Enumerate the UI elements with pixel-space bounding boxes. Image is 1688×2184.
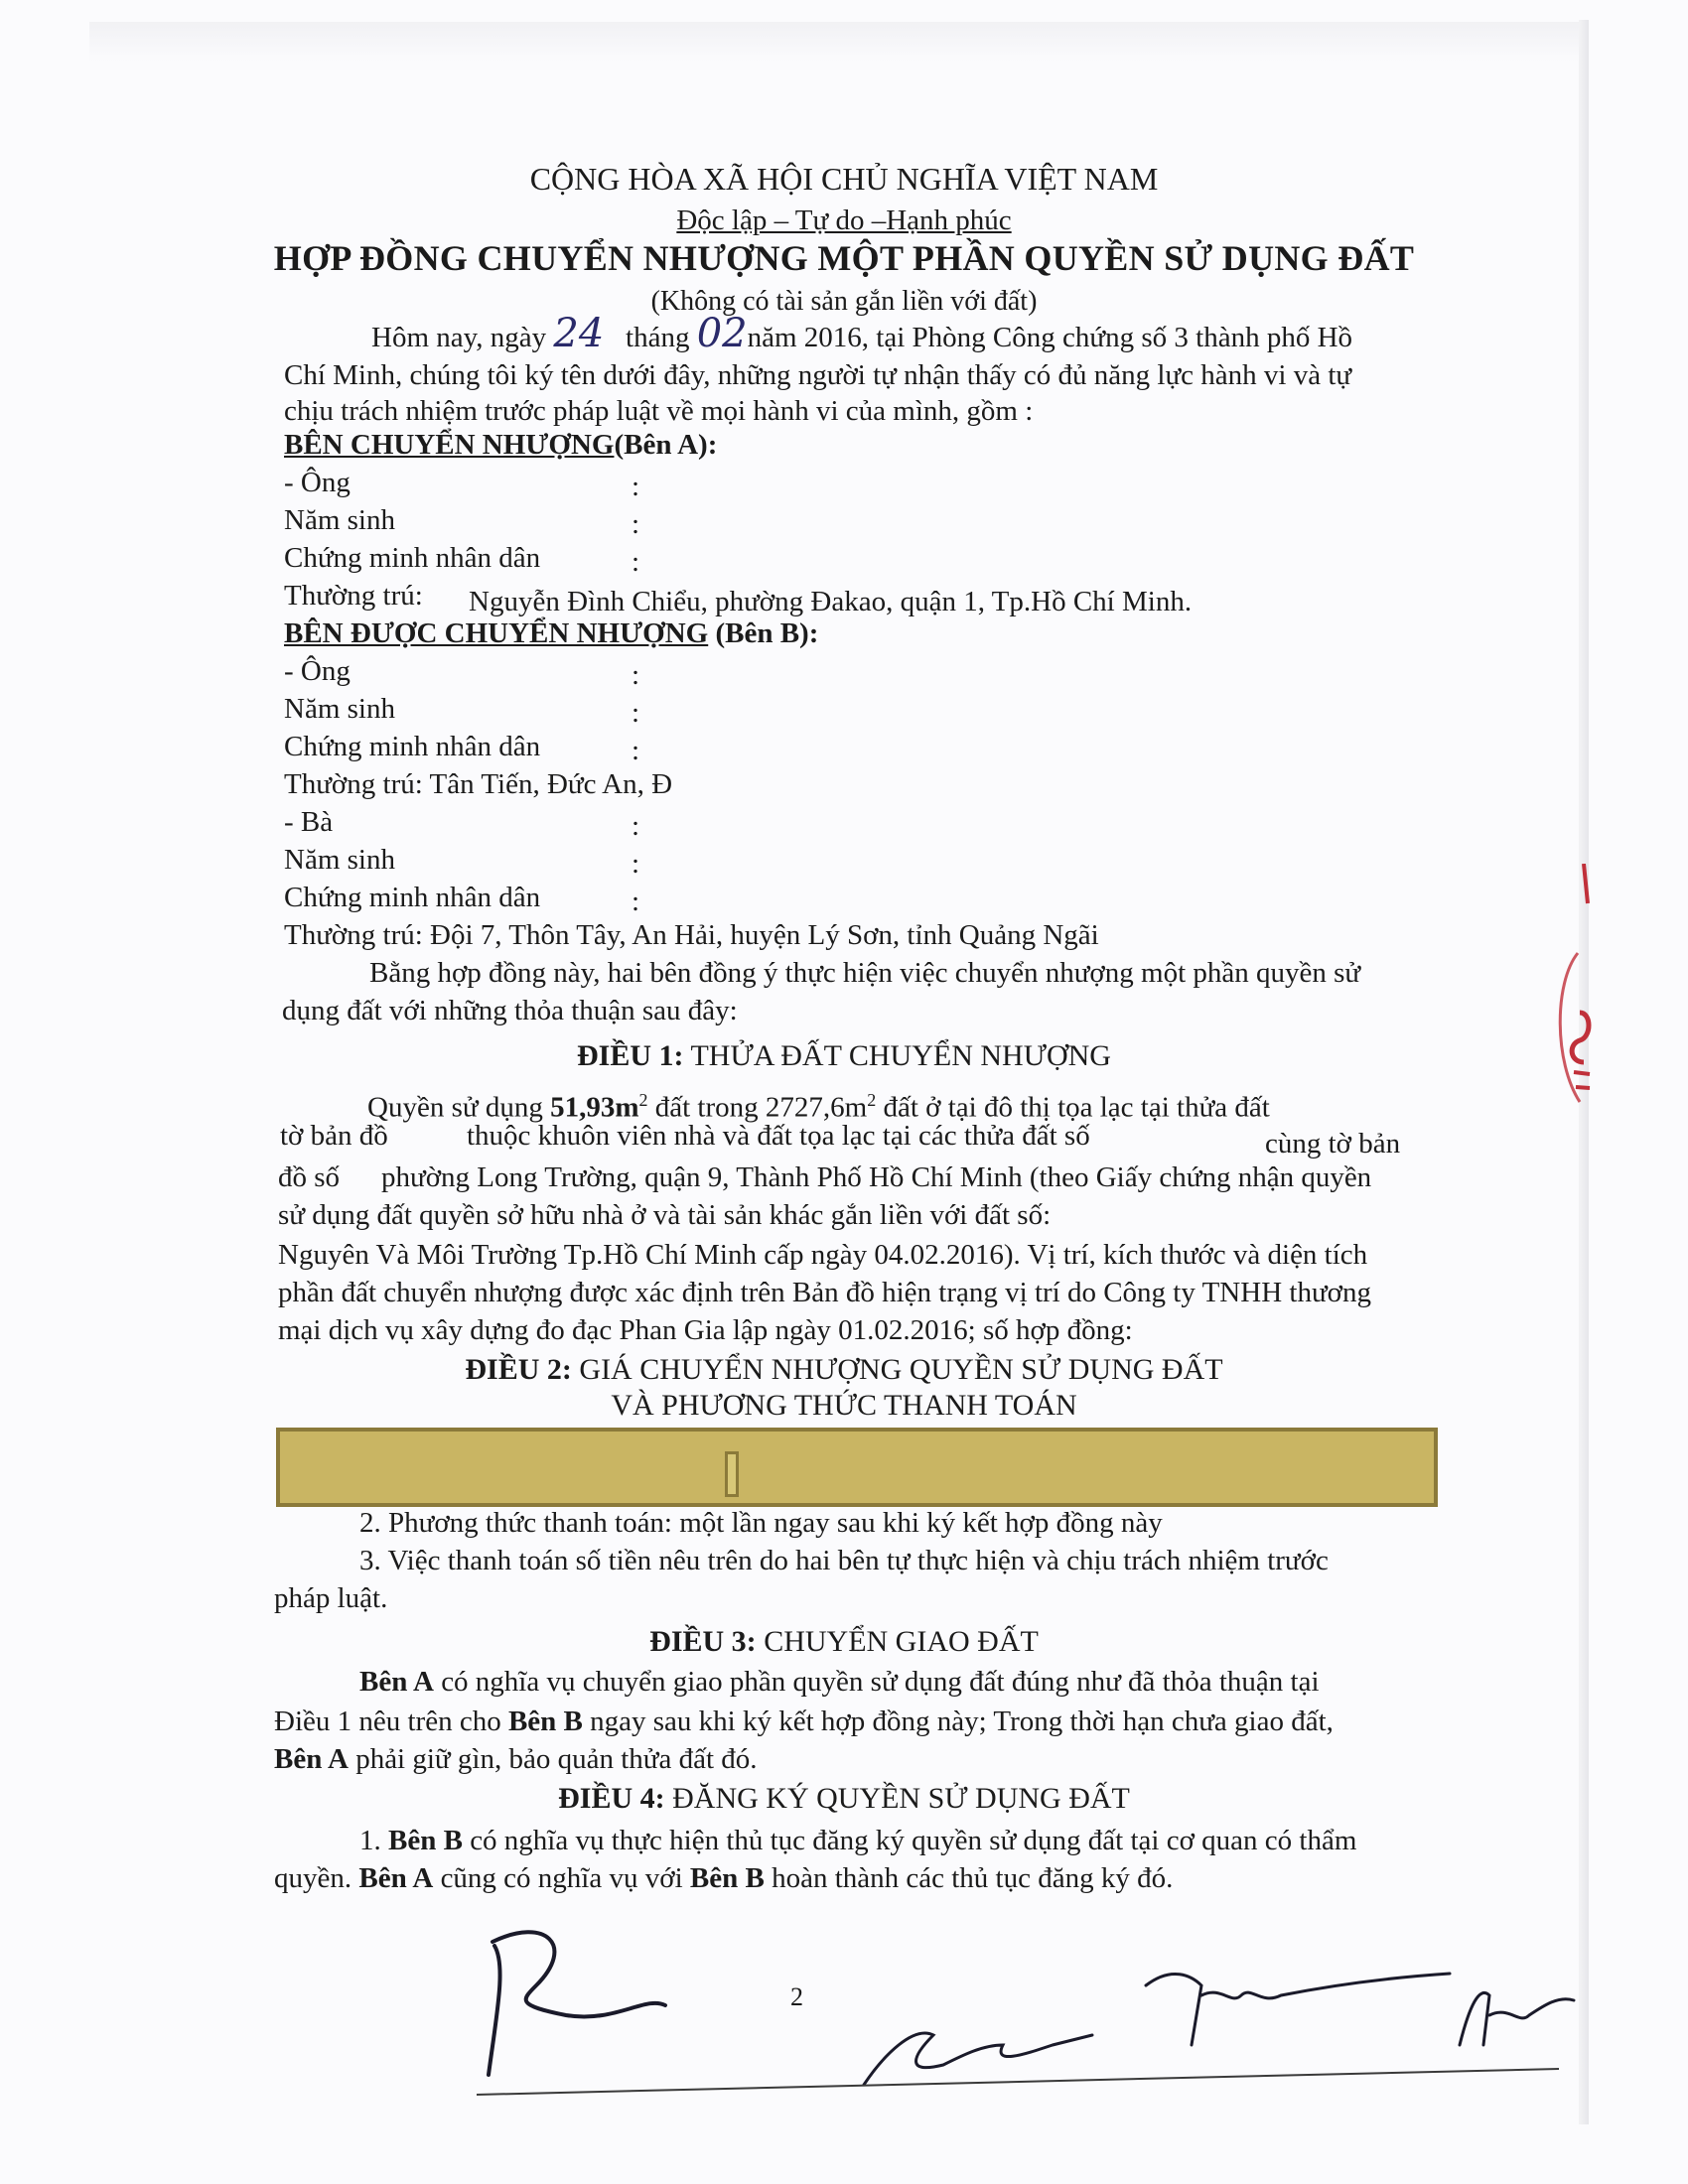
party-b-residence-1: Thường trú: Tân Tiến, Đức An, Đ — [284, 768, 673, 800]
party-b-residence-2: Thường trú: Đội 7, Thôn Tây, An Hải, huyện Lý Sơn, tỉnh Quảng Ngãi — [284, 919, 1099, 951]
party-a-birth-year: Năm sinh — [284, 504, 395, 536]
handwritten-month: 02 — [696, 311, 748, 356]
party-b-id-card: Chứng minh nhân dân — [284, 731, 541, 762]
motto: Độc lập – Tự do –Hạnh phúc — [676, 205, 1012, 236]
signature-3 — [1132, 1956, 1460, 2075]
party-b-heading: BÊN ĐƯỢC CHUYỂN NHƯỢNG (Bên B): — [284, 617, 819, 649]
redaction-marker — [725, 1451, 739, 1497]
signature-4 — [1450, 1966, 1579, 2065]
article-2-item-3: 3. Việc thanh toán số tiền nêu trên do hai bên tự thực hiện và chịu trách nhiệm trước — [359, 1545, 1329, 1576]
contract-title: HỢP ĐỒNG CHUYỂN NHƯỢNG MỘT PHẦN QUYỀN SỬ DỤNG ĐẤT — [273, 238, 1415, 278]
article-4-line-1: 1. Bên B có nghĩa vụ thực hiện thủ tục đăng ký quyền sử dụng đất tại cơ quan có thẩm — [359, 1825, 1357, 1856]
article-4-heading: ĐIỀU 4: ĐĂNG KÝ QUYỀN SỬ DỤNG ĐẤT — [558, 1782, 1130, 1815]
party-a-id-card: Chứng minh nhân dân — [284, 542, 541, 574]
article-2-heading-line-2: VÀ PHƯƠNG THỨC THANH TOÁN — [611, 1389, 1077, 1422]
article-2-heading: ĐIỀU 2: GIÁ CHUYỂN NHƯỢNG QUYỀN SỬ DỤNG ĐẤT — [465, 1353, 1223, 1386]
intro-line-1: Hôm nay, ngày 24 tháng 02năm 2016, tại Phòng Công chứng số 3 thành phố Hồ — [371, 311, 1353, 356]
party-b-birth-year: Năm sinh — [284, 693, 395, 725]
handwritten-day: 24 — [553, 311, 605, 356]
colon: : — [632, 886, 640, 917]
signature-baseline — [477, 2065, 1569, 2105]
intro-line-2: Chí Minh, chúng tôi ký tên dưới đây, những người tự nhận thấy có đủ năng lực hành vi và tự — [284, 359, 1352, 391]
article-1-line-2c: cùng tờ bản — [1265, 1128, 1401, 1160]
colon: : — [632, 659, 640, 691]
article-1-line-7: mại dịch vụ xây dựng đo đạc Phan Gia lập ngày 01.02.2016; số hợp đồng: — [278, 1314, 1133, 1346]
article-1-heading: ĐIỀU 1: THỬA ĐẤT CHUYỂN NHƯỢNG — [577, 1039, 1111, 1072]
article-1-line-2a: tờ bản đồ — [280, 1120, 388, 1152]
article-2-item-2: 2. Phương thức thanh toán: một lần ngay sau khi ký kết hợp đồng này — [359, 1507, 1163, 1539]
party-b-id-card-2: Chứng minh nhân dân — [284, 882, 541, 913]
article-4-line-2: quyền. Bên A cũng có nghĩa vụ với Bên B hoàn thành các thủ tục đăng ký đó. — [274, 1862, 1174, 1894]
party-b-birth-year-2: Năm sinh — [284, 844, 395, 876]
colon: : — [632, 735, 640, 766]
colon: : — [632, 848, 640, 880]
signature-1 — [467, 1906, 824, 2085]
article-1-line-5: Nguyên Và Môi Trường Tp.Hồ Chí Minh cấp ngày 04.02.2016). Vị trí, kích thước và diện tích — [278, 1239, 1368, 1271]
article-1-line-6: phần đất chuyển nhượng được xác định trên Bản đồ hiện trạng vị trí do Công ty TNHH thương — [278, 1277, 1371, 1308]
party-b-ba: - Bà — [284, 806, 334, 838]
party-a-heading: BÊN CHUYỂN NHƯỢNG(Bên A): — [284, 429, 718, 461]
country-heading: CỘNG HÒA XÃ HỘI CHỦ NGHĨA VIỆT NAM — [529, 161, 1159, 197]
article-3-line-3: Bên A phải giữ gìn, bảo quản thửa đất đó. — [274, 1743, 758, 1775]
article-1-line-3b: phường Long Trường, quận 9, Thành Phố Hồ Chí Minh (theo Giấy chứng nhận quyền — [381, 1161, 1372, 1193]
scan-shadow — [89, 22, 1579, 62]
colon: : — [632, 546, 640, 578]
colon: : — [632, 810, 640, 842]
redaction-box — [276, 1428, 1438, 1507]
page-number: 2 — [790, 1982, 803, 2011]
agreement-line-1: Bằng hợp đồng này, hai bên đồng ý thực hiện việc chuyển nhượng một phần quyền sử — [369, 957, 1361, 989]
party-a-residence-label: Thường trú: — [284, 580, 423, 612]
contract-subtitle: (Không có tài sản gắn liền với đất) — [650, 286, 1038, 317]
article-3-heading: ĐIỀU 3: CHUYỂN GIAO ĐẤT — [649, 1625, 1039, 1658]
article-3-line-2: Điều 1 nêu trên cho Bên B ngay sau khi ký kết hợp đồng này; Trong thời hạn chưa giao đất, — [274, 1706, 1334, 1737]
party-a-address: Nguyễn Đình Chiểu, phường Đakao, quận 1, Tp.Hồ Chí Minh. — [469, 586, 1193, 617]
party-b-ong: - Ông — [284, 655, 351, 687]
party-a-ong: - Ông — [284, 467, 351, 498]
article-1-line-1: Quyền sử dụng $51,93m^2$ đất trong $2727,6m^2$ đất ở tại đô thị tọa lạc tại thửa đất — [367, 1090, 1270, 1124]
article-3-line-1: Bên A có nghĩa vụ chuyển giao phần quyền sử dụng đất đúng như đã thỏa thuận tại — [359, 1666, 1320, 1698]
colon: : — [632, 697, 640, 729]
agreement-line-2: dụng đất với những thỏa thuận sau đây: — [282, 995, 738, 1026]
colon: : — [632, 471, 640, 502]
intro-line-3: chịu trách nhiệm trước pháp luật về mọi hành vi của mình, gồm : — [284, 395, 1034, 427]
colon: : — [632, 508, 640, 540]
article-1-line-3a: đồ số — [278, 1161, 341, 1193]
article-1-line-4: sử dụng đất quyền sở hữu nhà ở và tài sản khác gắn liền với đất số: — [278, 1199, 1052, 1231]
stamp-fragment — [1534, 864, 1594, 1142]
article-1-line-2b: thuộc khuôn viên nhà và đất tọa lạc tại các thửa đất số — [467, 1120, 1090, 1152]
article-2-item-3-cont: pháp luật. — [274, 1582, 388, 1614]
